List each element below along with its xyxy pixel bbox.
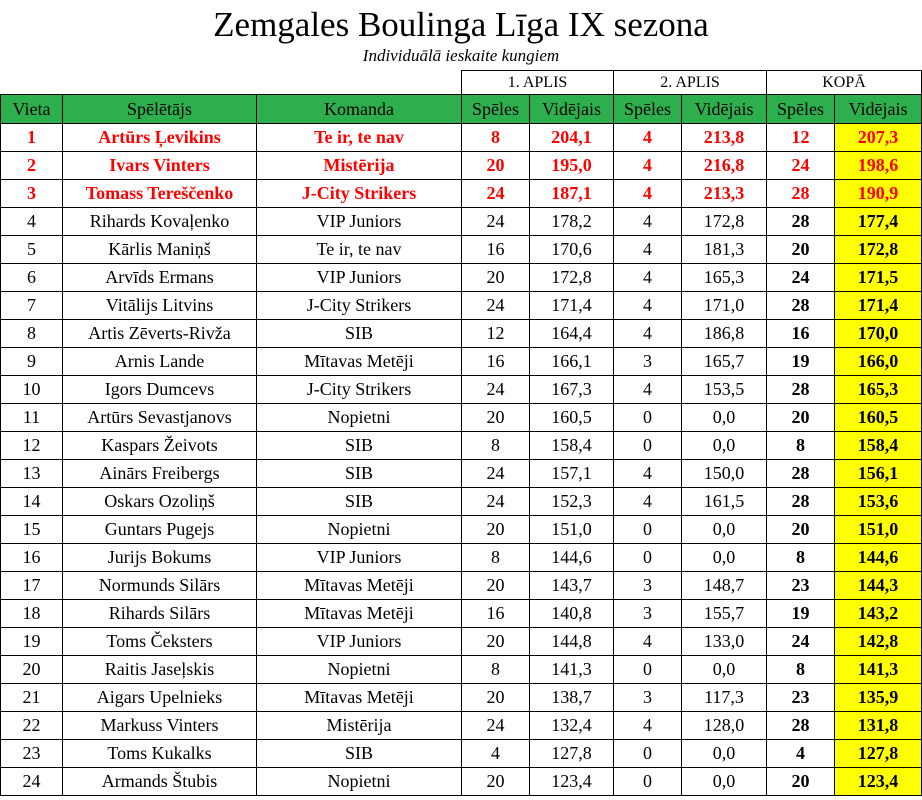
total-avg-cell: 123,4 [835, 768, 922, 796]
total-games-cell: 23 [767, 684, 835, 712]
table-row [1, 740, 922, 768]
team-cell: SIB [257, 432, 462, 460]
group-header-row [1, 71, 922, 95]
table-row [1, 712, 922, 740]
place-cell: 16 [1, 544, 63, 572]
group-header-total: KOPĀ [767, 71, 922, 95]
place-cell: 18 [1, 600, 63, 628]
player-cell: Toms Kukalks [63, 740, 257, 768]
place-cell: 23 [1, 740, 63, 768]
total-games-cell: 19 [767, 348, 835, 376]
r2-games-cell: 3 [614, 572, 682, 600]
r2-games-cell: 3 [614, 600, 682, 628]
place-cell: 21 [1, 684, 63, 712]
table-row [1, 152, 922, 180]
team-cell: VIP Juniors [257, 264, 462, 292]
place-cell: 17 [1, 572, 63, 600]
r1-games-cell: 24 [462, 488, 530, 516]
r1-avg-cell: 170,6 [530, 236, 614, 264]
table-row [1, 488, 922, 516]
total-avg-cell: 143,2 [835, 600, 922, 628]
r2-games-cell: 4 [614, 460, 682, 488]
total-avg-cell: 131,8 [835, 712, 922, 740]
col-header-r1-avg: Vidējais [530, 95, 614, 124]
r1-games-cell: 24 [462, 292, 530, 320]
r2-games-cell: 4 [614, 292, 682, 320]
total-games-cell: 24 [767, 152, 835, 180]
col-header-r2-avg: Vidējais [682, 95, 767, 124]
r2-games-cell: 4 [614, 320, 682, 348]
r2-avg-cell: 148,7 [682, 572, 767, 600]
r2-avg-cell: 150,0 [682, 460, 767, 488]
r2-avg-cell: 213,8 [682, 124, 767, 152]
total-games-cell: 28 [767, 292, 835, 320]
team-cell: J-City Strikers [257, 292, 462, 320]
r1-avg-cell: 151,0 [530, 516, 614, 544]
r2-games-cell: 3 [614, 348, 682, 376]
total-avg-cell: 166,0 [835, 348, 922, 376]
team-cell: Te ir, te nav [257, 124, 462, 152]
team-cell: Mistērija [257, 152, 462, 180]
total-avg-cell: 151,0 [835, 516, 922, 544]
r2-games-cell: 4 [614, 712, 682, 740]
r1-games-cell: 8 [462, 544, 530, 572]
r1-games-cell: 20 [462, 152, 530, 180]
r1-games-cell: 16 [462, 236, 530, 264]
r2-avg-cell: 133,0 [682, 628, 767, 656]
place-cell: 7 [1, 292, 63, 320]
team-cell: J-City Strikers [257, 180, 462, 208]
r1-games-cell: 4 [462, 740, 530, 768]
total-games-cell: 24 [767, 628, 835, 656]
r1-games-cell: 24 [462, 180, 530, 208]
table-row [1, 180, 922, 208]
team-cell: Te ir, te nav [257, 236, 462, 264]
standings-table [0, 70, 922, 796]
r2-avg-cell: 0,0 [682, 516, 767, 544]
team-cell: VIP Juniors [257, 544, 462, 572]
r2-avg-cell: 0,0 [682, 656, 767, 684]
table-row [1, 572, 922, 600]
r2-avg-cell: 216,8 [682, 152, 767, 180]
player-cell: Kaspars Žeivots [63, 432, 257, 460]
r1-avg-cell: 204,1 [530, 124, 614, 152]
r2-avg-cell: 171,0 [682, 292, 767, 320]
r2-avg-cell: 165,3 [682, 264, 767, 292]
team-cell: Nopietni [257, 768, 462, 796]
total-games-cell: 23 [767, 572, 835, 600]
place-cell: 9 [1, 348, 63, 376]
r2-games-cell: 4 [614, 208, 682, 236]
r2-avg-cell: 153,5 [682, 376, 767, 404]
r1-avg-cell: 152,3 [530, 488, 614, 516]
team-cell: SIB [257, 460, 462, 488]
page-subtitle: Individuālā ieskaite kungiem [362, 46, 560, 65]
r2-avg-cell: 128,0 [682, 712, 767, 740]
group-header-round2: 2. APLIS [614, 71, 767, 95]
place-cell: 4 [1, 208, 63, 236]
total-games-cell: 12 [767, 124, 835, 152]
team-cell: SIB [257, 320, 462, 348]
total-games-cell: 28 [767, 376, 835, 404]
r2-avg-cell: 117,3 [682, 684, 767, 712]
r1-games-cell: 20 [462, 768, 530, 796]
total-games-cell: 28 [767, 712, 835, 740]
r1-games-cell: 20 [462, 264, 530, 292]
total-games-cell: 19 [767, 600, 835, 628]
player-cell: Toms Čeksters [63, 628, 257, 656]
place-cell: 15 [1, 516, 63, 544]
player-cell: Oskars Ozoliņš [63, 488, 257, 516]
player-cell: Kārlis Maniņš [63, 236, 257, 264]
r1-avg-cell: 160,5 [530, 404, 614, 432]
total-avg-cell: 171,4 [835, 292, 922, 320]
place-cell: 22 [1, 712, 63, 740]
r1-avg-cell: 138,7 [530, 684, 614, 712]
r2-games-cell: 0 [614, 768, 682, 796]
r2-games-cell: 4 [614, 236, 682, 264]
r1-avg-cell: 132,4 [530, 712, 614, 740]
table-row [1, 320, 922, 348]
r1-avg-cell: 195,0 [530, 152, 614, 180]
total-games-cell: 20 [767, 768, 835, 796]
player-cell: Ivars Vinters [63, 152, 257, 180]
r1-avg-cell: 178,2 [530, 208, 614, 236]
player-cell: Rihards Kovaļenko [63, 208, 257, 236]
r1-avg-cell: 187,1 [530, 180, 614, 208]
r2-games-cell: 0 [614, 544, 682, 572]
col-header-total-avg: Vidējais [835, 95, 922, 124]
col-header-player: Spēlētājs [63, 95, 257, 124]
group-header-round1: 1. APLIS [462, 71, 614, 95]
table-row [1, 628, 922, 656]
total-games-cell: 28 [767, 208, 835, 236]
total-avg-cell: 142,8 [835, 628, 922, 656]
r1-avg-cell: 143,7 [530, 572, 614, 600]
r2-games-cell: 0 [614, 432, 682, 460]
r1-games-cell: 12 [462, 320, 530, 348]
team-cell: J-City Strikers [257, 376, 462, 404]
place-cell: 11 [1, 404, 63, 432]
r1-games-cell: 20 [462, 516, 530, 544]
group-header-blank [257, 71, 462, 95]
r2-avg-cell: 172,8 [682, 208, 767, 236]
team-cell: VIP Juniors [257, 208, 462, 236]
table-row [1, 768, 922, 796]
team-cell: Nopietni [257, 656, 462, 684]
team-cell: Nopietni [257, 404, 462, 432]
table-row [1, 236, 922, 264]
place-cell: 2 [1, 152, 63, 180]
player-cell: Aigars Upelnieks [63, 684, 257, 712]
r1-avg-cell: 172,8 [530, 264, 614, 292]
team-cell: VIP Juniors [257, 628, 462, 656]
player-cell: Rihards Silārs [63, 600, 257, 628]
total-avg-cell: 198,6 [835, 152, 922, 180]
team-cell: Nopietni [257, 516, 462, 544]
total-avg-cell: 190,9 [835, 180, 922, 208]
player-cell: Artūrs Sevastjanovs [63, 404, 257, 432]
r2-avg-cell: 0,0 [682, 768, 767, 796]
team-cell: Mītavas Metēji [257, 348, 462, 376]
r2-avg-cell: 0,0 [682, 740, 767, 768]
total-avg-cell: 171,5 [835, 264, 922, 292]
total-games-cell: 20 [767, 516, 835, 544]
r2-games-cell: 0 [614, 740, 682, 768]
total-avg-cell: 207,3 [835, 124, 922, 152]
total-avg-cell: 170,0 [835, 320, 922, 348]
col-header-r1-games: Spēles [462, 95, 530, 124]
team-cell: Mistērija [257, 712, 462, 740]
r2-avg-cell: 181,3 [682, 236, 767, 264]
r1-avg-cell: 171,4 [530, 292, 614, 320]
player-cell: Guntars Pugejs [63, 516, 257, 544]
r1-avg-cell: 164,4 [530, 320, 614, 348]
col-header-r2-games: Spēles [614, 95, 682, 124]
place-cell: 14 [1, 488, 63, 516]
total-games-cell: 4 [767, 740, 835, 768]
r2-games-cell: 4 [614, 488, 682, 516]
total-avg-cell: 153,6 [835, 488, 922, 516]
table-row [1, 124, 922, 152]
table-row [1, 544, 922, 572]
r1-games-cell: 24 [462, 712, 530, 740]
total-games-cell: 24 [767, 264, 835, 292]
r1-avg-cell: 123,4 [530, 768, 614, 796]
table-row [1, 432, 922, 460]
col-header-team: Komanda [257, 95, 462, 124]
player-cell: Raitis Jaseļskis [63, 656, 257, 684]
r2-avg-cell: 0,0 [682, 544, 767, 572]
player-cell: Jurijs Bokums [63, 544, 257, 572]
total-games-cell: 8 [767, 544, 835, 572]
team-cell: Mītavas Metēji [257, 600, 462, 628]
table-row [1, 600, 922, 628]
total-avg-cell: 177,4 [835, 208, 922, 236]
r1-games-cell: 24 [462, 460, 530, 488]
place-cell: 1 [1, 124, 63, 152]
place-cell: 13 [1, 460, 63, 488]
player-cell: Armands Štubis [63, 768, 257, 796]
r2-avg-cell: 0,0 [682, 432, 767, 460]
r1-games-cell: 16 [462, 348, 530, 376]
r2-avg-cell: 155,7 [682, 600, 767, 628]
table-row [1, 460, 922, 488]
r1-avg-cell: 144,6 [530, 544, 614, 572]
total-avg-cell: 141,3 [835, 656, 922, 684]
total-avg-cell: 144,6 [835, 544, 922, 572]
col-header-place: Vieta [1, 95, 63, 124]
r1-games-cell: 24 [462, 208, 530, 236]
r1-games-cell: 24 [462, 376, 530, 404]
team-cell: Mītavas Metēji [257, 572, 462, 600]
total-avg-cell: 158,4 [835, 432, 922, 460]
r1-avg-cell: 158,4 [530, 432, 614, 460]
team-cell: SIB [257, 740, 462, 768]
r2-games-cell: 0 [614, 404, 682, 432]
table-row [1, 292, 922, 320]
r1-avg-cell: 166,1 [530, 348, 614, 376]
r1-games-cell: 8 [462, 656, 530, 684]
r2-games-cell: 3 [614, 684, 682, 712]
r2-games-cell: 4 [614, 152, 682, 180]
player-cell: Arvīds Ermans [63, 264, 257, 292]
total-games-cell: 20 [767, 236, 835, 264]
total-avg-cell: 156,1 [835, 460, 922, 488]
player-cell: Vitālijs Litvins [63, 292, 257, 320]
r2-avg-cell: 213,3 [682, 180, 767, 208]
group-header-blank [1, 71, 63, 95]
table-row [1, 264, 922, 292]
total-avg-cell: 172,8 [835, 236, 922, 264]
total-games-cell: 28 [767, 460, 835, 488]
r1-games-cell: 20 [462, 572, 530, 600]
page-title: Zemgales Boulinga Līga IX sezona [213, 5, 709, 44]
total-games-cell: 20 [767, 404, 835, 432]
r2-games-cell: 4 [614, 180, 682, 208]
total-avg-cell: 144,3 [835, 572, 922, 600]
table-row [1, 684, 922, 712]
col-header-total-games: Spēles [767, 95, 835, 124]
player-cell: Markuss Vinters [63, 712, 257, 740]
r1-games-cell: 8 [462, 432, 530, 460]
place-cell: 6 [1, 264, 63, 292]
total-games-cell: 8 [767, 432, 835, 460]
r2-games-cell: 4 [614, 376, 682, 404]
table-row [1, 208, 922, 236]
r1-games-cell: 20 [462, 684, 530, 712]
total-games-cell: 28 [767, 488, 835, 516]
r2-avg-cell: 186,8 [682, 320, 767, 348]
r2-avg-cell: 0,0 [682, 404, 767, 432]
r2-games-cell: 0 [614, 656, 682, 684]
r2-games-cell: 4 [614, 264, 682, 292]
total-games-cell: 28 [767, 180, 835, 208]
place-cell: 20 [1, 656, 63, 684]
table-row [1, 376, 922, 404]
r1-avg-cell: 144,8 [530, 628, 614, 656]
r1-games-cell: 20 [462, 628, 530, 656]
player-cell: Arnis Lande [63, 348, 257, 376]
r1-games-cell: 8 [462, 124, 530, 152]
total-games-cell: 16 [767, 320, 835, 348]
r1-avg-cell: 167,3 [530, 376, 614, 404]
r1-avg-cell: 141,3 [530, 656, 614, 684]
r1-avg-cell: 140,8 [530, 600, 614, 628]
place-cell: 5 [1, 236, 63, 264]
table-row [1, 348, 922, 376]
total-games-cell: 8 [767, 656, 835, 684]
table-row [1, 404, 922, 432]
r2-avg-cell: 161,5 [682, 488, 767, 516]
player-cell: Igors Dumcevs [63, 376, 257, 404]
player-cell: Artis Zēverts-Rivža [63, 320, 257, 348]
place-cell: 3 [1, 180, 63, 208]
place-cell: 10 [1, 376, 63, 404]
place-cell: 19 [1, 628, 63, 656]
r1-avg-cell: 127,8 [530, 740, 614, 768]
place-cell: 8 [1, 320, 63, 348]
place-cell: 24 [1, 768, 63, 796]
r1-games-cell: 16 [462, 600, 530, 628]
team-cell: SIB [257, 488, 462, 516]
player-cell: Artūrs Ļevikins [63, 124, 257, 152]
player-cell: Tomass Tereščenko [63, 180, 257, 208]
player-cell: Ainārs Freibergs [63, 460, 257, 488]
total-avg-cell: 135,9 [835, 684, 922, 712]
player-cell: Normunds Silārs [63, 572, 257, 600]
r1-avg-cell: 157,1 [530, 460, 614, 488]
place-cell: 12 [1, 432, 63, 460]
r2-games-cell: 0 [614, 516, 682, 544]
r2-avg-cell: 165,7 [682, 348, 767, 376]
column-header-row [1, 95, 922, 124]
r1-games-cell: 20 [462, 404, 530, 432]
total-avg-cell: 165,3 [835, 376, 922, 404]
table-row [1, 656, 922, 684]
table-row [1, 516, 922, 544]
r2-games-cell: 4 [614, 124, 682, 152]
team-cell: Mītavas Metēji [257, 684, 462, 712]
group-header-blank [63, 71, 257, 95]
total-avg-cell: 160,5 [835, 404, 922, 432]
total-avg-cell: 127,8 [835, 740, 922, 768]
r2-games-cell: 4 [614, 628, 682, 656]
